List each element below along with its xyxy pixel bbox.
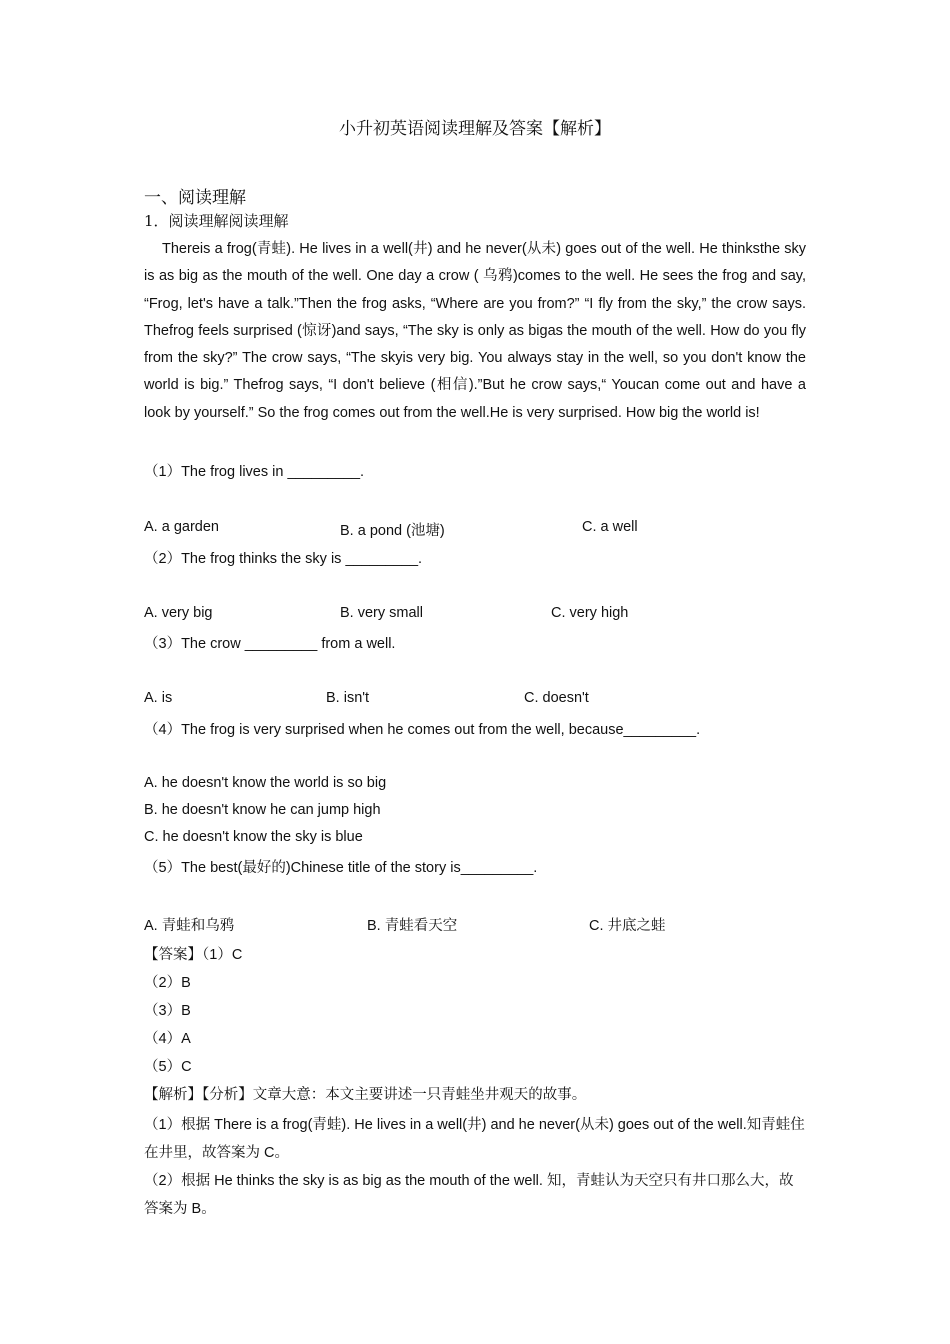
answer-line: （5）C [144,1059,192,1075]
option-c: C. very high [551,605,629,621]
option-b: B. very small [340,605,423,621]
answer-line: 【答案】（1）C [144,947,243,963]
analysis-heading: 【解析】【分析】文章大意：本文主要讲述一只青蛙坐井观天的故事。 [144,1087,587,1103]
question-stem: （3）The crow _________ from a well. [144,636,396,652]
question-stem: （1）The frog lives in _________. [144,464,365,480]
option-a: A. is [144,690,173,706]
option-c: C. 井底之蛙 [589,918,666,934]
question-stem: （5）The best(最好的)Chinese title of the story is_________. [144,860,538,876]
option-b: B. 青蛙看天空 [367,918,458,934]
question-heading: 1．阅读理解阅读理解 [144,212,289,230]
option-c: C. a well [582,519,638,535]
passage-text: Thereis a frog(青蛙). He lives in a well(井) and he never(从未) goes out of the well. He thinksthe sky is as big as the mouth of the well. One day a crow ( 乌鸦)comes to the well. He sees the frog and say, “Frog, let's have a talk.”Then the frog asks, “Where are you from?” “I fly from the sky,” the crow says. Thefrog feels surprised (惊讶)and says, “The sky is only as bigas the mouth of the well. How do you fly from the sky?” The crow says, “The skyis very big. You always stay in the well, so you don't know the world is big.” Thefrog says, “I don't believe (相信).”But he crow says,“ Youcan come out and have a look by yourself.” So the frog comes out from the well.He is very surprised. How big the world is! [144,241,806,421]
option-b: B. isn't [326,690,370,706]
option-b: B. he doesn't know he can jump high [144,802,381,818]
option-b: B. a pond (池塘) [340,523,445,539]
question-stem: （4）The frog is very surprised when he comes out from the well, because_________. [144,722,701,738]
option-a: A. very big [144,605,213,621]
answer-line: （4）A [144,1031,191,1047]
question-stem: （2）The frog thinks the sky is _________. [144,551,423,567]
option-a: A. 青蛙和乌鸦 [144,918,235,934]
reading-passage [144,236,806,427]
answer-line: （2）B [144,975,191,991]
option-a: A. a garden [144,519,219,535]
option-c: C. he doesn't know the sky is blue [144,829,363,845]
option-a: A. he doesn't know the world is so big [144,775,387,791]
option-c: C. doesn't [524,690,589,706]
answer-line: （3）B [144,1003,191,1019]
analysis-paragraph: （2）根据 He thinks the sky is as big as the mouth of the well. 知，青蛙认为天空只有井口那么大，故答案为 B。 [144,1173,794,1217]
page-title: 小升初英语阅读理解及答案【解析】 [339,119,611,139]
analysis-paragraph: （1）根据 There is a frog(青蛙). He lives in a well(井) and he never(从未) goes out of the well.知青蛙住在井里，故答案为 C。 [144,1117,805,1161]
section-heading: 一、阅读理解 [144,188,246,208]
